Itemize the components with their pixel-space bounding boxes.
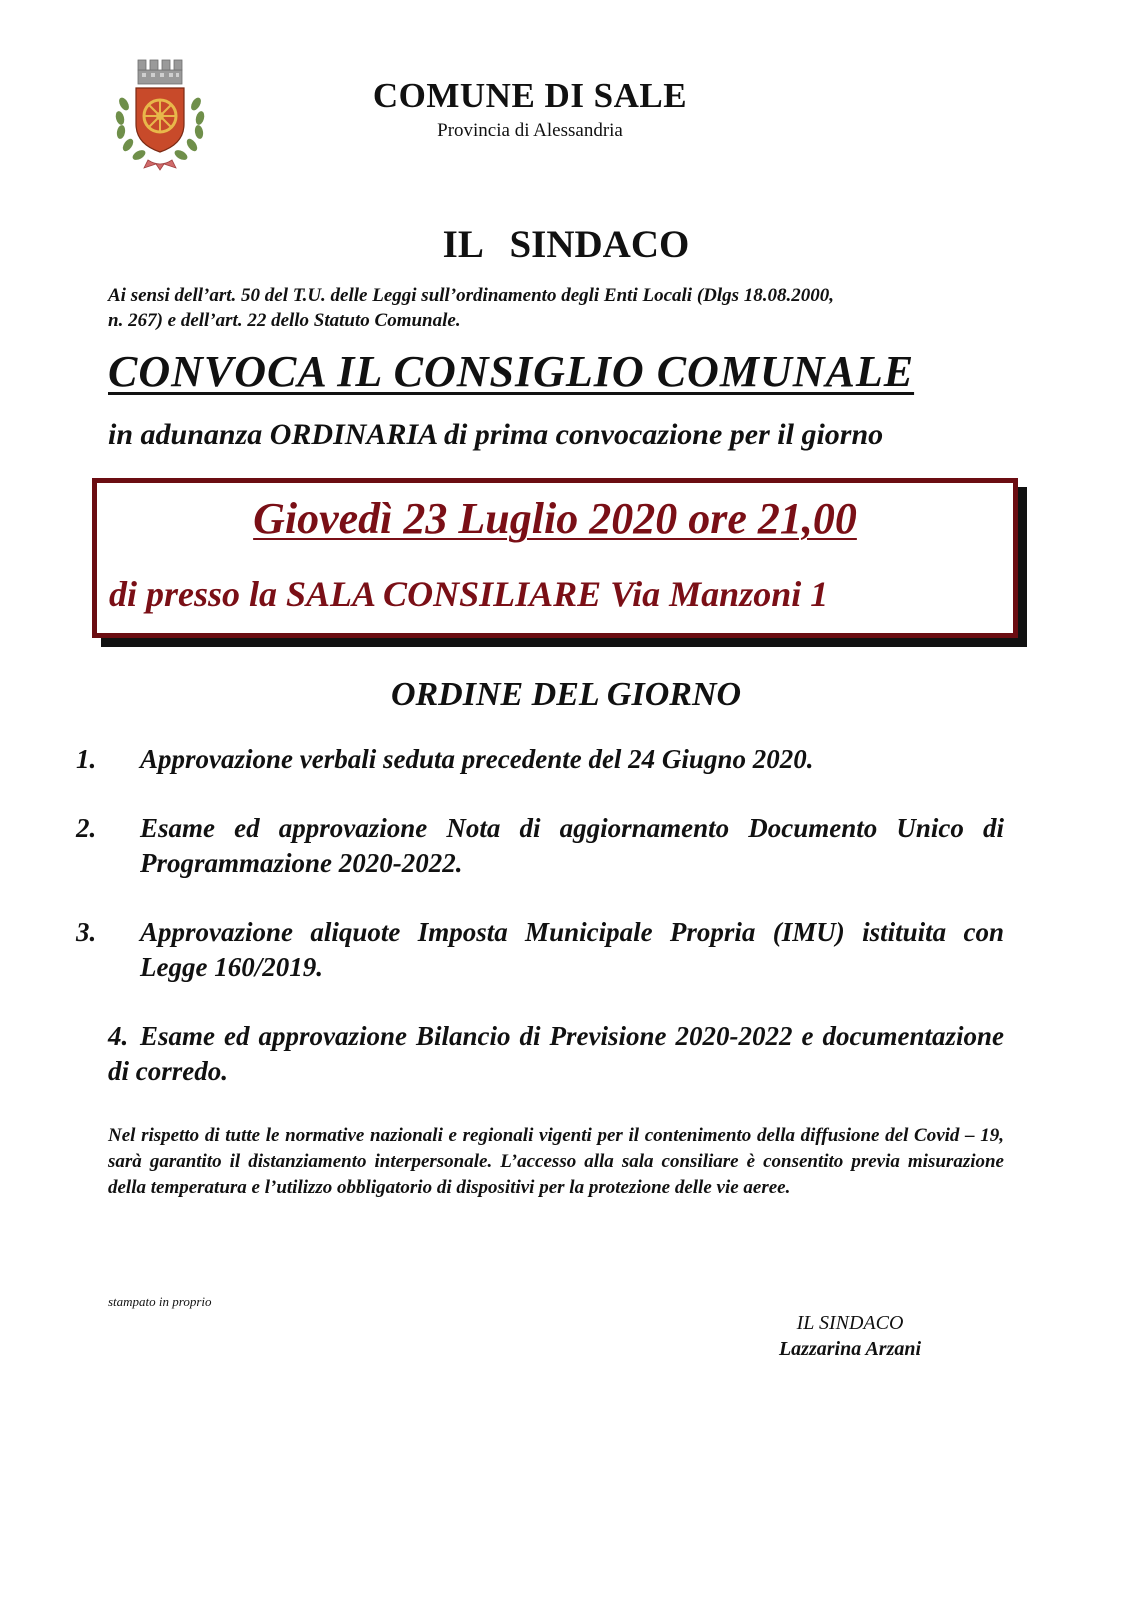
agenda-item (76, 811, 1004, 881)
agenda-item (108, 1019, 1004, 1089)
agenda-item-text: Esame ed approvazione Bilancio di Previsione 2020-2022 e documentazione di corredo. (108, 1021, 1004, 1086)
agenda-item-number: 1. (76, 744, 97, 774)
signature-role: IL SINDACO (796, 1312, 904, 1334)
signature-name: Lazzarina Arzani (778, 1338, 922, 1360)
agenda-item-number: 4. (108, 1021, 129, 1051)
convocation-subtitle: in adunanza ORDINARIA di prima convocazione per il giorno (108, 418, 884, 451)
meeting-date-box (92, 478, 1018, 638)
agenda-item-text: Approvazione aliquote Imposta Municipale Propria (IMU) istituita con Legge 160/2019. (140, 917, 1004, 982)
comune-title: COMUNE DI SALE (372, 76, 688, 115)
covid-notice: Nel rispetto di tutte le normative nazionali e regionali vigenti per il contenimento della diffusione del Covid – 19, sarà garantito il distanziamento interpersonale. L’accesso alla sala consiliare è consentito previa misurazione della temperatura e l’utilizzo obbligatorio di dispositivi per la protezione delle vie aeree. (108, 1125, 1004, 1198)
province-subtitle: Provincia di Alessandria (437, 120, 623, 141)
printed-note: stampato in proprio (108, 1294, 212, 1309)
agenda-item (76, 742, 1004, 777)
agenda-item-text: Esame ed approvazione Nota di aggiornamento Documento Unico di Programmazione 2020-2022. (140, 813, 1004, 878)
agenda-item (76, 915, 1004, 985)
agenda-title: ORDINE DEL GIORNO (390, 676, 742, 713)
agenda-item-text: Approvazione verbali seduta precedente del 24 Giugno 2020. (140, 744, 814, 774)
convocation-title: CONVOCA IL CONSIGLIO COMUNALE (108, 347, 915, 396)
agenda-list (76, 742, 1004, 1123)
sindaco-heading: IL SINDACO (442, 223, 690, 266)
coat-of-arms-icon (104, 52, 216, 174)
agenda-item-number: 3. (76, 917, 97, 947)
meeting-date-time: Giovedì 23 Luglio 2020 ore 21,00 (253, 494, 857, 543)
meeting-place: di presso la SALA CONSILIARE Via Manzoni 1 (109, 574, 829, 614)
agenda-item-number: 2. (76, 813, 97, 843)
legal-basis-text: Ai sensi dell’art. 50 del T.U. delle Leggi sull’ordinamento degli Enti Locali (Dlgs 18.08.2000, n. 267) e dell’art. 22 dello Statuto Comunale. (108, 285, 835, 331)
